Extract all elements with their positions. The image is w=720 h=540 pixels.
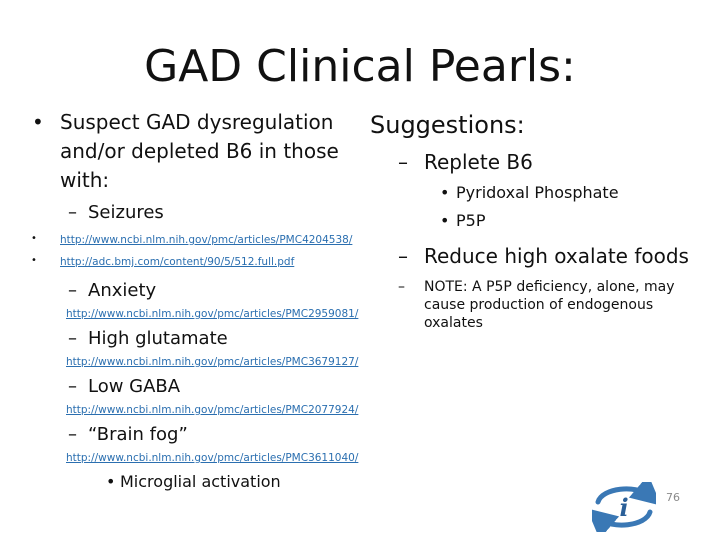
slide-title: GAD Clinical Pearls: <box>144 41 576 92</box>
dash-marker: – <box>68 424 77 445</box>
main-bullet-text: Suspect GAD dysregulation and/or depleted B6 in those with: <box>60 110 339 192</box>
left-column <box>28 108 368 493</box>
anxiety-link[interactable]: http://www.ncbi.nlm.nih.gov/pmc/articles/PMC2959081/ <box>66 308 359 320</box>
anxiety-label: Anxiety <box>88 280 157 301</box>
right-column <box>368 108 698 332</box>
bullet-marker: • <box>106 472 116 491</box>
note-text: NOTE: A P5P deficiency, alone, may cause production of endogenous oxalates <box>424 279 675 331</box>
low-gaba-label: Low GABA <box>88 376 181 397</box>
dash-marker: – <box>398 244 408 268</box>
brain-fog-label: “Brain fog” <box>88 424 188 445</box>
dash-marker: – <box>68 202 77 223</box>
high-glutamate-item <box>28 327 368 351</box>
high-glutamate-link[interactable]: http://www.ncbi.nlm.nih.gov/pmc/articles/PMC3679127/ <box>66 356 359 368</box>
bullet-marker: • <box>31 233 37 244</box>
high-glutamate-label: High glutamate <box>88 328 228 349</box>
microglial-item <box>28 471 368 493</box>
seizures-label: Seizures <box>88 202 164 223</box>
seizures-link-2[interactable]: http://adc.bmj.com/content/90/5/512.full.pdf <box>60 256 295 268</box>
seizures-link-row-2 <box>28 255 368 269</box>
reduce-item <box>368 242 698 270</box>
info-cycle-icon <box>592 482 656 532</box>
replete-item <box>368 148 698 176</box>
low-gaba-link[interactable]: http://www.ncbi.nlm.nih.gov/pmc/articles/PMC2077924/ <box>66 404 359 416</box>
replete-label: Replete B6 <box>424 150 533 174</box>
p5p-item <box>368 210 698 232</box>
bullet-marker: • <box>32 110 44 134</box>
pyridoxal-label: Pyridoxal Phosphate <box>456 183 619 202</box>
bullet-marker: • <box>440 211 450 230</box>
reduce-label: Reduce high oxalate foods <box>424 244 689 268</box>
seizures-link-1[interactable]: http://www.ncbi.nlm.nih.gov/pmc/articles/PMC4204538/ <box>60 234 353 246</box>
bullet-marker: • <box>440 183 450 202</box>
main-bullet <box>28 108 368 195</box>
bullet-marker: • <box>31 255 37 266</box>
dash-marker: – <box>398 279 405 295</box>
dash-marker: – <box>68 328 77 349</box>
p5p-label: P5P <box>456 211 486 230</box>
brain-fog-item <box>28 423 368 447</box>
page-number: 76 <box>666 491 680 504</box>
suggestions-heading: Suggestions: <box>370 111 525 139</box>
pyridoxal-item <box>368 182 698 204</box>
dash-marker: – <box>68 376 77 397</box>
dash-marker: – <box>68 280 77 301</box>
seizures-item <box>28 201 368 225</box>
anxiety-item <box>28 279 368 303</box>
low-gaba-item <box>28 375 368 399</box>
info-letter: i <box>619 493 629 522</box>
seizures-link-row-1 <box>28 233 368 247</box>
microglial-label: Microglial activation <box>120 472 281 491</box>
dash-marker: – <box>398 150 408 174</box>
note-item <box>368 278 698 332</box>
brain-fog-link[interactable]: http://www.ncbi.nlm.nih.gov/pmc/articles/PMC3611040/ <box>66 452 359 464</box>
